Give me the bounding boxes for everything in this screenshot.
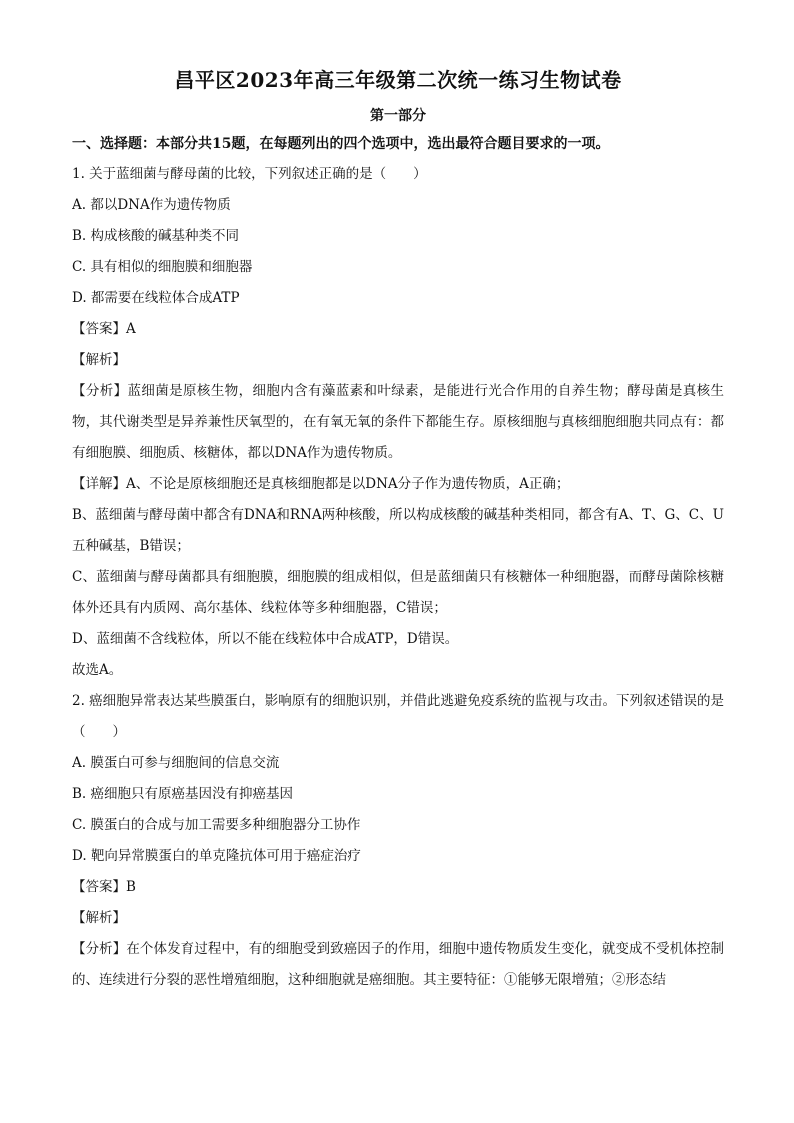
answer-line [72,872,724,903]
detail-b: B、蓝细菌与酵母菌中都含有DNA和RNA两种核酸，所以构成核酸的碱基种类相同，都含有A、T、G、C、U五种碱基，B错误； [72,507,724,554]
detail-c: C、蓝细菌与酵母菌都具有细胞膜，细胞膜的组成相似，但是蓝细菌只有核糖体一种细胞器，而酵母菌除核糖体外还具有内质网、高尔基体、线粒体等多种细胞器，C错误； [72,569,724,616]
option-d: D. 都需要在线粒体合成ATP [72,290,240,306]
analysis-label: 【解析】 [72,352,126,368]
conclusion: 故选A。 [72,662,123,678]
analysis-tag: 【分析】 [72,383,128,399]
option-b: B. 癌细胞只有原癌基因没有抑癌基因 [72,786,294,802]
option-b: B. 构成核酸的碱基种类不同 [72,228,240,244]
answer-tag: 【答案】 [72,321,126,337]
option-a: A. 膜蛋白可参与细胞间的信息交流 [72,755,280,771]
answer-line [72,314,724,345]
exam-title: 昌平区2023年高三年级第二次统一练习生物试卷 [174,68,622,92]
question-stem: 2. 癌细胞异常表达某些膜蛋白，影响原有的细胞识别，并借此逃避免疫系统的监视与攻击。下列叙述错误的是（ ） [72,693,724,740]
answer-value: A [126,321,136,337]
analysis-label: 【解析】 [72,910,126,926]
question-1 [72,159,724,686]
analysis-paragraph [72,376,724,469]
detail-d: D、蓝细菌不含线粒体，所以不能在线粒体中合成ATP，D错误。 [72,631,459,647]
section-heading: 一、选择题：本部分共15题，在每题列出的四个选项中，选出最符合题目要求的一项。 [72,136,610,152]
option-d: D. 靶向异常膜蛋白的单克隆抗体可用于癌症治疗 [72,848,361,864]
analysis-tag: 【分析】 [72,941,127,957]
option-c: C. 膜蛋白的合成与加工需要多种细胞器分工协作 [72,817,361,833]
detail-tag: 【详解】 [72,476,126,492]
analysis-text: 在个体发育过程中，有的细胞受到致癌因子的作用，细胞中遗传物质发生变化，就变成不受机体控制的、连续进行分裂的恶性增殖细胞，这种细胞就是癌细胞。其主要特征：①能够无限增殖；②形态结 [72,941,725,988]
option-a: A. 都以DNA作为遗传物质 [72,197,231,213]
question-2 [72,686,724,996]
analysis-text: 蓝细菌是原核生物，细胞内含有藻蓝素和叶绿素，是能进行光合作用的自养生物；酵母菌是真核生物，其代谢类型是异养兼性厌氧型的，在有氧无氧的条件下都能生存。原核细胞与真核细胞细胞共同点有：都有细胞膜、细胞质、核糖体，都以DNA作为遗传物质。 [72,383,725,461]
part-heading: 第一部分 [370,108,426,124]
answer-value: B [126,879,136,895]
question-stem: 1. 关于蓝细菌与酵母菌的比较，下列叙述正确的是（ ） [72,166,427,182]
detail-paragraph [72,469,724,500]
analysis-paragraph [72,934,724,996]
answer-tag: 【答案】 [72,879,126,895]
detail-a: A、不论是原核细胞还是真核细胞都是以DNA分子作为遗传物质，A正确； [126,476,570,492]
option-c: C. 具有相似的细胞膜和细胞器 [72,259,253,275]
